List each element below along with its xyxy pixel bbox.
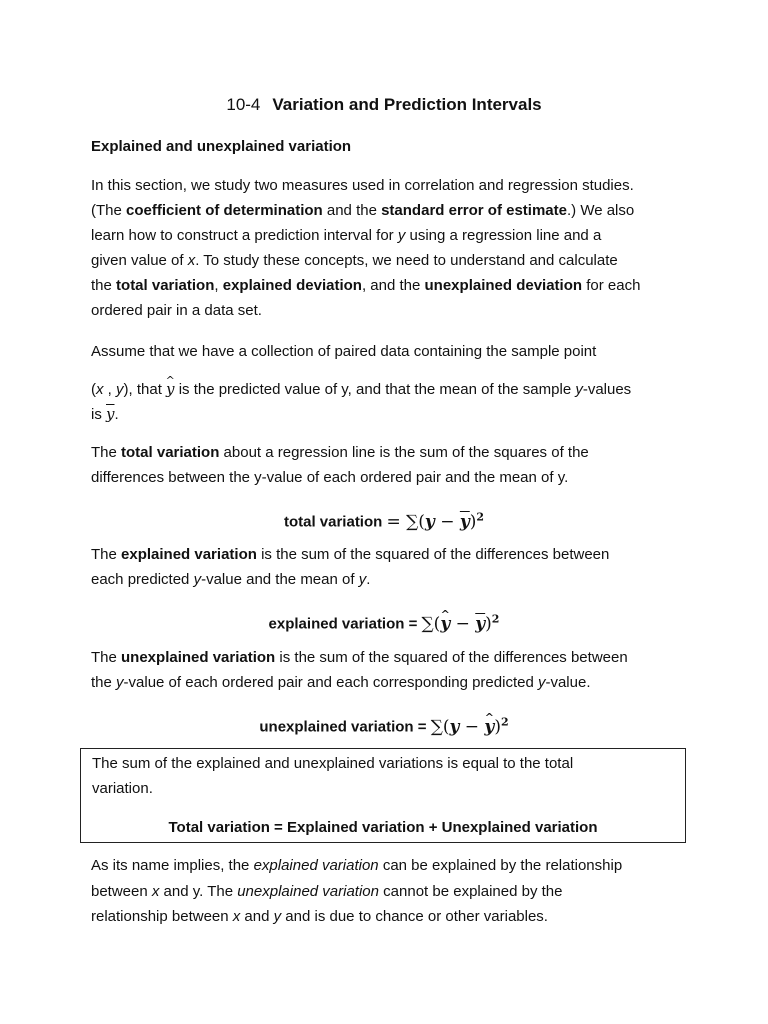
section-title-text: Variation and Prediction Intervals	[272, 95, 542, 114]
summary-box-line-1: The sum of the explained and unexplained variations is equal to the total	[92, 755, 574, 772]
y-bar-symbol: $\overline{y}$	[106, 405, 115, 423]
assume-line-2: (x , y), that ^ y is the predicted value of y, and that the mean of the sample y-values	[91, 377, 631, 402]
summary-box-line-2: variation.	[92, 780, 153, 797]
explained-line-1: The explained variation is the sum of the squared of the differences between	[91, 546, 610, 563]
explained-variation-expression: ∑(^ $y - \overline{y})^2$	[422, 614, 500, 634]
explained-line-2: each predicted y-value and the mean of y.	[91, 571, 371, 588]
intro-line-3: learn how to construct a prediction interval for y using a regression line and a	[91, 227, 602, 244]
intro-line-2: (The coefficient of determination and the standard error of estimate.) We also	[91, 202, 635, 219]
closing-line-2: between x and y. The unexplained variation cannot be explained by the	[91, 883, 563, 900]
closing-line-3: relationship between x and y and is due to chance or other variables.	[91, 908, 548, 925]
subheading: Explained and unexplained variation	[91, 138, 352, 155]
unexplained-line-2: the y-value of each ordered pair and each corresponding predicted y-value.	[91, 674, 591, 691]
summary-box	[80, 748, 686, 843]
unexplained-variation-expression: ∑(y − ^ y)$^2$	[431, 717, 509, 737]
y-hat-symbol: ^ y	[166, 377, 174, 402]
variation-equation: Total variation = Explained variation + Unexplained variation	[168, 819, 598, 836]
section-title	[0, 93, 768, 117]
closing-line-1: As its name implies, the explained variation can be explained by the relationship	[91, 857, 623, 874]
intro-line-1: In this section, we study two measures used in correlation and regression studies.	[91, 177, 634, 194]
intro-line-5: the total variation, explained deviation, and the unexplained deviation for each	[91, 277, 641, 294]
unexplained-line-1: The unexplained variation is the sum of the squared of the differences between	[91, 649, 628, 666]
unexplained-variation-formula: unexplained variation = ∑(y − ^ y)$^2$	[0, 709, 768, 741]
total-line-1: The total variation about a regression line is the sum of the squares of the	[91, 444, 589, 461]
total-line-2: differences between the y-value of each ordered pair and the mean of y.	[91, 469, 569, 486]
intro-line-6: ordered pair in a data set.	[91, 302, 262, 319]
section-number: 10-4	[226, 95, 261, 114]
assume-line-3: is $\overline{y}$.	[91, 405, 119, 423]
assume-line-1: Assume that we have a collection of paired data containing the sample point	[91, 343, 597, 360]
explained-variation-formula: explained variation = ∑(^ $y - \overline{y})^2$	[0, 606, 768, 638]
intro-line-4: given value of x. To study these concepts, we need to understand and calculate	[91, 252, 618, 269]
total-variation-formula: total variation = $\sum(y - \overline{y})^2$	[283, 510, 485, 532]
total-variation-expression: = $\sum(y - \overline{y})^2$	[386, 510, 485, 532]
